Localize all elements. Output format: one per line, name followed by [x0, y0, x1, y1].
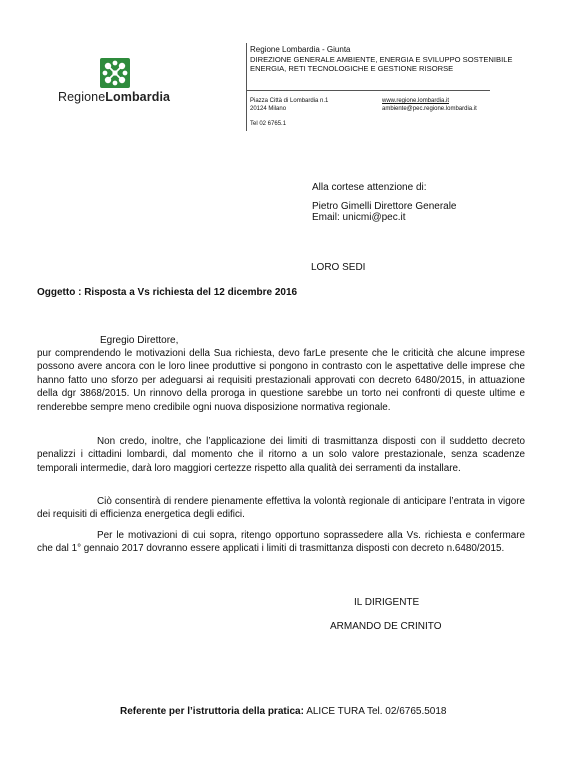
attention-line: Alla cortese attenzione di: — [312, 182, 427, 193]
brand-name-part1: Regione — [58, 90, 106, 104]
header-directorate-line2: ENERGIA, RETI TECNOLOGICHE E GESTIONE RISORSE — [250, 64, 454, 73]
header-contacts — [382, 97, 477, 113]
header-address — [250, 97, 328, 113]
regione-lombardia-logo-icon — [100, 58, 130, 88]
subject-line: Oggetto : Risposta a Vs richiesta del 12 dicembre 2016 — [37, 287, 298, 298]
body-paragraph-3: Ciò consentirà di rendere pienamente effettiva la volontà regionale di anticipare l’entrata in vigore dei requisiti di efficienza energetica degli edifici. — [37, 496, 525, 521]
header-divider-vertical — [246, 43, 247, 131]
address-street: Piazza Città di Lombardia n.1 — [250, 98, 329, 104]
recipient-name: Pietro Gimelli Direttore Generale — [312, 201, 457, 212]
header-divider-horizontal — [246, 90, 490, 91]
signature-name: ARMANDO DE CRINITO — [330, 621, 442, 632]
signature-title: IL DIRIGENTE — [354, 597, 420, 608]
loro-sedi: LORO SEDI — [311, 262, 366, 273]
brand-name-part2: Lombardia — [105, 90, 171, 104]
address-city: 20124 Milano — [250, 106, 287, 112]
greeting: Egregio Direttore, — [100, 335, 179, 346]
recipient-email: Email: unicmi@pec.it — [312, 212, 406, 223]
body-paragraph-4: Per le motivazioni di cui sopra, ritengo opportuno soprassedere alla Vs. richiesta e confermare che dal 1° gennaio 2017 dovranno essere applicati i limiti di trasmittanza disposti con decreto n.6480/2015. — [37, 530, 525, 555]
body-paragraph-1: pur comprendendo le motivazioni della Sua richiesta, devo farLe presente che le criticità che alcune imprese possono avere ancora con le loro linee produttive si pongono in contrasto con le aspettative delle imprese che hanno fatto uno sforzo per adeguarsi ai requisiti prestazionali approvati con decreto 6480/2015, in attuazione della dgr 3868/2015. Un rinnovo della proroga in questione sarebbe un torto nei confronti di queste ultime e renderebbe sempre meno credibile ogni nuova disposizione normativa regionale. — [37, 348, 525, 413]
header-directorate — [250, 55, 512, 73]
header-directorate-line1: DIREZIONE GENERALE AMBIENTE, ENERGIA E SVILUPPO SOSTENIBILE — [250, 55, 513, 64]
brand-name — [58, 90, 170, 104]
pec-email[interactable]: ambiente@pec.regione.lombardia.it — [382, 106, 477, 112]
footer-referent-contact: ALICE TURA Tel. 02/6765.5018 — [306, 706, 447, 717]
footer-referent — [120, 706, 446, 717]
header-giunta: Regione Lombardia - Giunta — [250, 45, 351, 54]
header-phone: Tel 02 6765.1 — [250, 121, 287, 127]
body-paragraph-2: Non credo, inoltre, che l’applicazione dei limiti di trasmittanza disposti con il suddetto decreto penalizzi i cittadini lombardi, dal momento che il ritorno a un solo valore prestazionale, senza scadenze temporali intermedie, darà loro maggiori certezze rispetto alla qualità dei serramenti da installare. — [37, 436, 525, 474]
website-link[interactable]: www.regione.lombardia.it — [382, 98, 450, 104]
rosa-camuna-icon — [100, 58, 130, 88]
footer-referent-label: Referente per l’istruttoria della pratica: — [120, 706, 304, 717]
